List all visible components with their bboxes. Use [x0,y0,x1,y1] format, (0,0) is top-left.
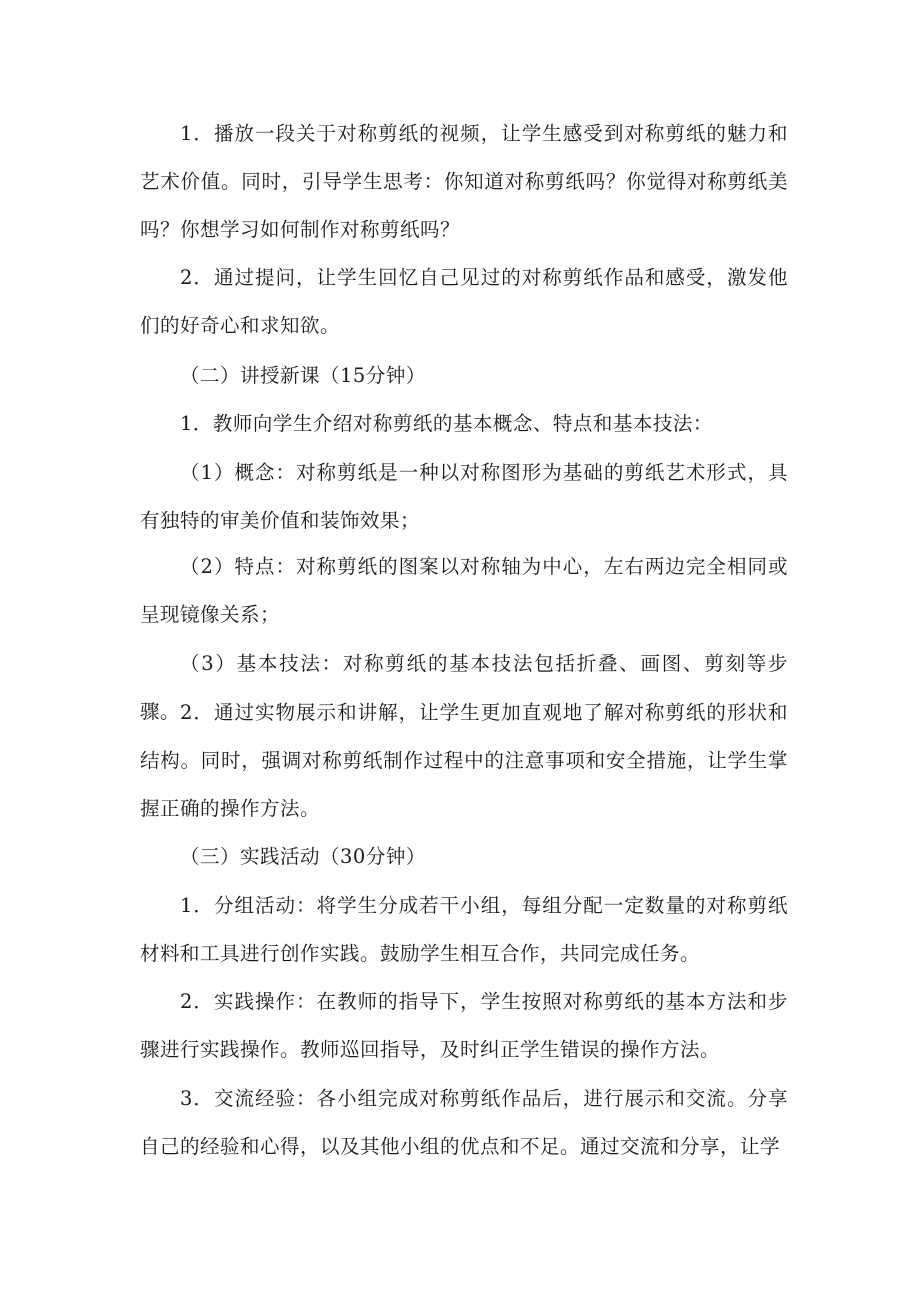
paragraph-teacher-intro: 1．教师向学生介绍对称剪纸的基本概念、特点和基本技法： [180,412,713,435]
paragraph-features: （2）特点：对称剪纸的图案以对称轴为中心，左右两边完全相同或呈现镜像关系； [140,555,788,626]
paragraph-practice-operation: 2．实践操作：在教师的指导下，学生按照对称剪纸的基本方法和步骤进行实践操作。教师巡回指导，及时纠正学生错误的操作方法。 [140,990,788,1061]
paragraph-exchange-experience: 3．交流经验：各小组完成对称剪纸作品后，进行展示和交流。分享自己的经验和心得，以及其他小组的优点和不足。通过交流和分享，让学 [140,1087,788,1158]
paragraph-techniques: （3）基本技法：对称剪纸的基本技法包括折叠、画图、剪刻等步骤。 [140,652,788,723]
section-heading-practice: （三）实践活动（30分钟） [180,845,426,868]
paragraph-concept: （1）概念：对称剪纸是一种以对称图形为基础的剪纸艺术形式，具有独特的审美价值和装饰效果； [140,461,788,532]
paragraph-video-intro: 1．播放一段关于对称剪纸的视频，让学生感受到对称剪纸的魅力和艺术价值。同时，引导学生思考：你知道对称剪纸吗？你觉得对称剪纸美吗？你想学习如何制作对称剪纸吗？ [140,122,788,241]
section-heading-new-lesson: （二）讲授新课（15分钟） [180,364,426,387]
paragraph-questioning: 2．通过提问，让学生回忆自己见过的对称剪纸作品和感受，激发他们的好奇心和求知欲。 [140,266,788,337]
paragraph-demonstration: 2．通过实物展示和讲解，让学生更加直观地了解对称剪纸的形状和结构。同时，强调对称剪纸制作过程中的注意事项和安全措施，让学生掌握正确的操作方法。 [140,701,788,820]
paragraph-group-activity: 1．分组活动：将学生分成若干小组，每组分配一定数量的对称剪纸材料和工具进行创作实践。鼓励学生相互合作，共同完成任务。 [140,894,788,965]
